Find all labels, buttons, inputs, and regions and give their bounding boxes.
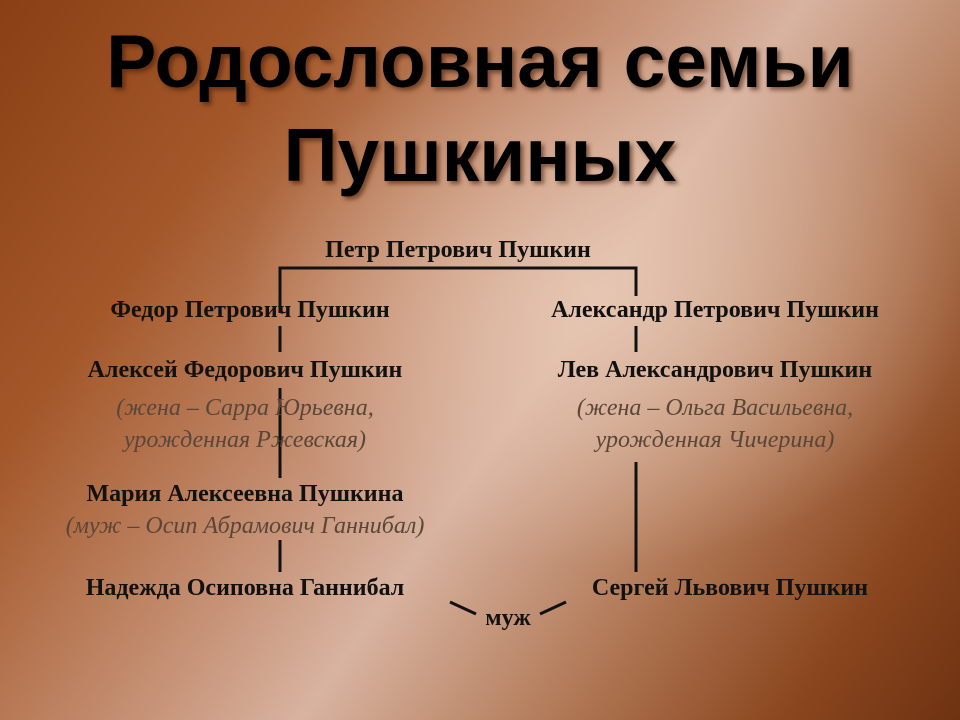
left-gen1-person: Федор Петрович Пушкин — [110, 297, 390, 323]
marriage-label: муж — [485, 605, 531, 631]
right-gen2-person: Лев Александрович Пушкин — [557, 357, 873, 383]
left-gen2-spouse-note-2: урожденная Ржевская) — [124, 427, 366, 453]
title-line-2: Пушкиных — [283, 113, 677, 197]
left-gen3-person: Мария Алексеевна Пушкина — [86, 481, 404, 507]
right-gen2-spouse-note-2: урожденная Чичерина) — [595, 427, 835, 453]
root-person: Петр Петрович Пушкин — [325, 237, 591, 263]
title-line-1: Родословная семьи — [106, 19, 854, 103]
left-gen3-spouse-note: (муж – Осип Абрамович Ганнибал) — [65, 513, 425, 539]
right-gen1-person: Александр Петрович Пушкин — [551, 297, 879, 323]
right-gen4-person: Сергей Львович Пушкин — [591, 575, 869, 601]
left-gen4-person: Надежда Осиповна Ганнибал — [85, 575, 405, 601]
right-gen2-spouse-note-1: (жена – Ольга Васильевна, — [576, 395, 854, 421]
left-gen2-person: Алексей Федорович Пушкин — [87, 357, 403, 383]
left-gen2-spouse-note-1: (жена – Сарра Юрьевна, — [116, 395, 374, 421]
